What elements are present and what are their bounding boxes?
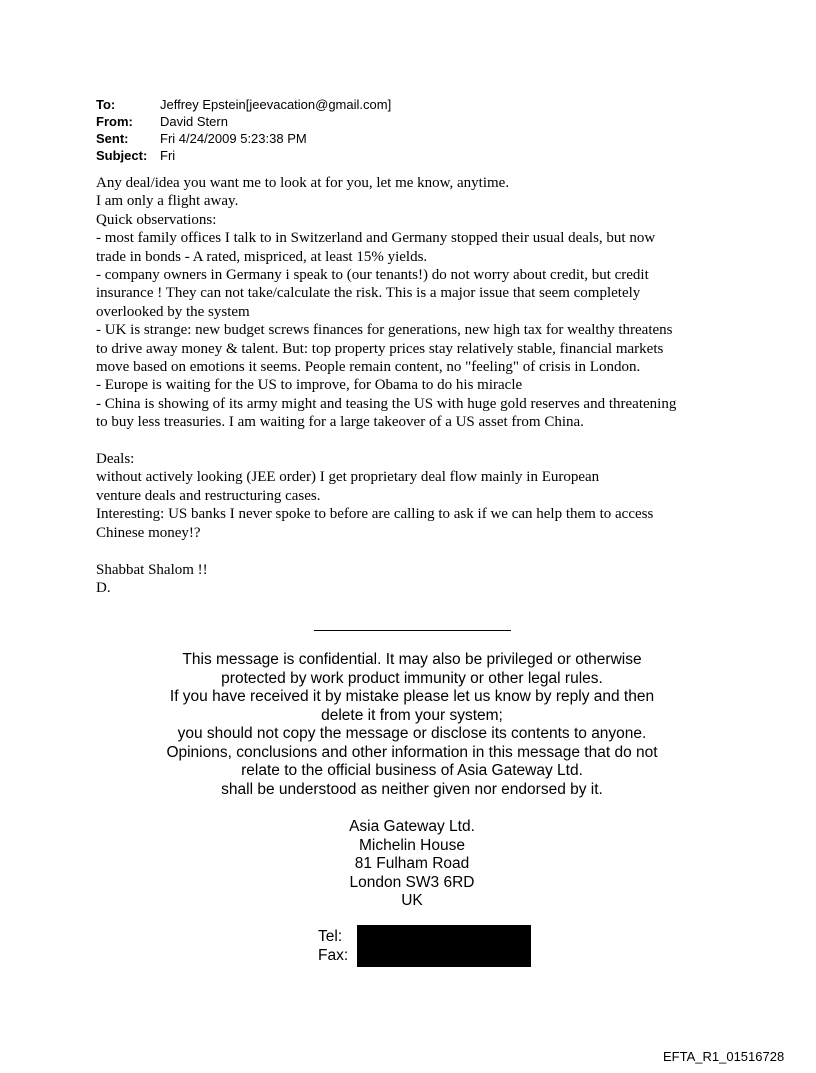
body-line: insurance ! They can not take/calculate the risk. This is a major issue that seem completely — [96, 285, 641, 302]
body-line: venture deals and restructuring cases. — [96, 487, 321, 504]
signature-initial: D. — [96, 579, 111, 596]
email-header — [96, 96, 391, 164]
body-line: overlooked by the system — [96, 303, 250, 320]
address-line: UK — [401, 892, 423, 909]
sent-label: Sent: — [96, 131, 129, 146]
fax-label: Fax: — [318, 947, 349, 964]
body-line: - China is showing of its army might and teasing the US with huge gold reserves and threatening — [96, 395, 677, 412]
signoff-line: Shabbat Shalom !! — [96, 561, 208, 578]
address-line: 81 Fulham Road — [354, 855, 470, 872]
disclaimer-line: relate to the official business of Asia Gateway Ltd. — [241, 762, 583, 779]
company-address — [262, 818, 562, 911]
fax-row — [318, 946, 358, 965]
body-line: Chinese money!? — [96, 524, 201, 541]
subject-value: Fri — [160, 148, 176, 163]
disclaimer-line: you should not copy the message or disclose its contents to anyone. — [177, 725, 647, 742]
disclaimer-line: delete it from your system; — [321, 706, 503, 724]
from-row — [96, 113, 391, 130]
sent-value: Fri 4/24/2009 5:23:38 PM — [160, 131, 307, 146]
email-body — [96, 174, 736, 597]
disclaimer-line: If you have received it by mistake please let us know by reply and then — [169, 688, 655, 705]
disclaimer-line: protected by work product immunity or other legal rules. — [221, 669, 603, 687]
from-value: David Stern — [160, 114, 228, 129]
to-row — [96, 96, 391, 113]
body-line: - most family offices I talk to in Switzerland and Germany stopped their usual deals, but now — [96, 230, 656, 247]
body-line: Deals: — [96, 451, 135, 468]
body-line: trade in bonds - A rated, mispriced, at least 15% yields. — [96, 248, 428, 265]
sent-row — [96, 130, 391, 147]
tel-row — [318, 927, 358, 946]
body-line: to drive away money & talent. But: top property prices stay relatively stable, financial markets — [96, 340, 664, 357]
body-line: - company owners in Germany i speak to (our tenants!) do not worry about credit, but credit — [96, 267, 649, 284]
body-line: without actively looking (JEE order) I get proprietary deal flow mainly in European — [96, 469, 600, 486]
confidentiality-disclaimer — [100, 651, 724, 799]
address-line: Michelin House — [359, 836, 465, 854]
signature-divider — [314, 630, 511, 631]
to-value: Jeffrey Epstein[jeevacation@gmail.com] — [160, 97, 392, 112]
body-line: I am only a flight away. — [96, 193, 239, 210]
body-line: to buy less treasuries. I am waiting for a large takeover of a US asset from China. — [96, 414, 584, 431]
address-line: London SW3 6RD — [349, 873, 475, 891]
body-line: - Europe is waiting for the US to improve, for Obama to do his miracle — [96, 377, 523, 394]
contact-block — [318, 927, 358, 965]
redaction-box — [357, 925, 531, 967]
body-line: Any deal/idea you want me to look at for you, let me know, anytime. — [96, 175, 510, 191]
body-line: Quick observations: — [96, 211, 217, 228]
subject-label: Subject: — [96, 148, 148, 163]
to-label: To: — [96, 97, 116, 112]
body-line: - UK is strange: new budget screws finances for generations, new high tax for wealthy threatens — [96, 322, 673, 339]
disclaimer-line: Opinions, conclusions and other information in this message that do not — [166, 743, 658, 761]
address-line: Asia Gateway Ltd. — [349, 818, 475, 835]
disclaimer-line: This message is confidential. It may also be privileged or otherwise — [182, 651, 642, 668]
tel-label: Tel: — [318, 928, 343, 945]
body-line: move based on emotions it seems. People remain content, no "feeling" of crisis in London. — [96, 359, 641, 376]
subject-row — [96, 147, 391, 164]
body-line: Interesting: US banks I never spoke to before are calling to ask if we can help them to access — [96, 506, 654, 523]
from-label: From: — [96, 114, 133, 129]
document-id: EFTA_R1_01516728 — [663, 1049, 785, 1064]
disclaimer-line: shall be understood as neither given nor endorsed by it. — [221, 780, 603, 798]
